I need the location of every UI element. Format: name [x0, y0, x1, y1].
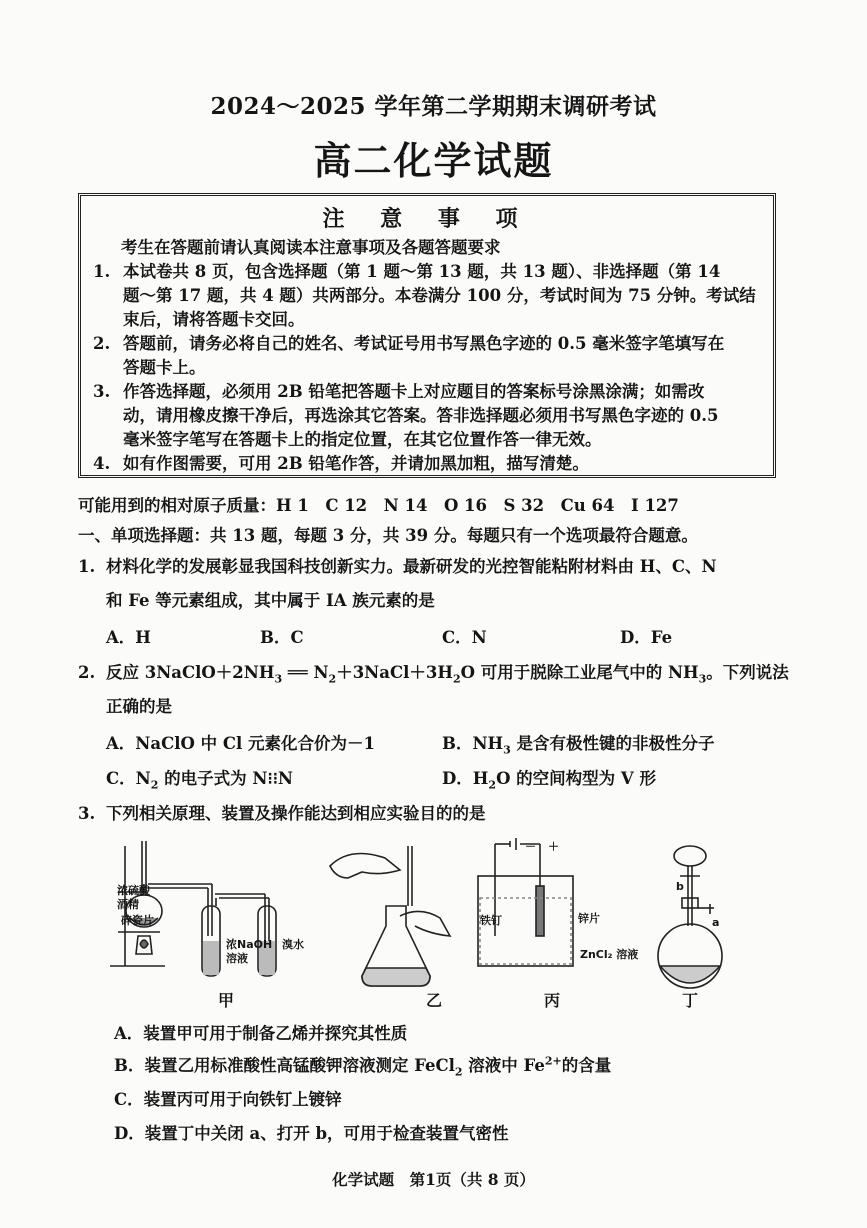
fig-label-bing: 丙	[544, 991, 561, 1010]
label-porcelain: 碎瓷片	[121, 914, 154, 927]
label-b: b	[676, 880, 684, 893]
label-bromine: 溴水	[282, 938, 304, 951]
q3-option-b: B．装置乙用标准酸性高锰酸钾溶液测定 FeCl$_2$ 溶液中 $Fe^{2+}$的含量	[114, 1054, 612, 1079]
q1-number: 1.	[78, 557, 96, 576]
notice-item-1-line3: 束后，请将答题卡交回。	[123, 310, 305, 329]
q2-option-c: C．$N_2$ 的电子式为 N⁝⁝N	[106, 769, 294, 792]
q2-option-b: B．$NH_3$ 是含有极性键的非极性分子	[442, 734, 715, 757]
q2-stem-line2: 正确的是	[106, 697, 172, 716]
notice-item-3: 3. 作答选择题，必须用 2B 铅笔把答题卡上对应题目的答案标号涂黑涂满；如需改 动，请用橡皮擦干净后，再选涂其它答案。答非选择题必须用书写黑色字迹的 0.5 毫米签字笔写在答题卡上的指定位置，在其它位置作答一律无效。	[93, 380, 773, 452]
label-a: a	[712, 916, 720, 929]
label-ethanol: 酒精	[117, 898, 139, 911]
notice-item-3-line1: 作答选择题，必须用 2B 铅笔把答题卡上对应题目的答案标号涂黑涂满；如需改	[123, 382, 705, 401]
atomic-masses: 可能用到的相对原子质量：H 1 C 12 N 14 O 16 S 32 Cu 64 I 127	[78, 496, 679, 515]
label-zinc: 锌片	[578, 912, 600, 925]
q1-stem-line2: 和 Fe 等元素组成，其中属于 IA 族元素的是	[106, 591, 435, 610]
notice-item-2-line2: 答题卡上。	[123, 358, 206, 377]
apparatus-bing	[478, 838, 573, 966]
notice-item-4: 4. 如有作图需要，可用 2B 铅笔作答，并请加黑加粗，描写清楚。	[93, 452, 773, 476]
notice-item-1-line2: 题～第 17 题，共 4 题）共两部分。本卷满分 100 分，考试时间为 75 分钟。考试结	[123, 286, 756, 305]
q1-option-a: A．H	[106, 628, 151, 647]
notice-title: 注 意 事 项	[322, 206, 532, 232]
exam-title: 2024～2025 学年第二学期期末调研考试	[210, 93, 657, 120]
section-heading: 一、单项选择题：共 13 题，每题 3 分，共 39 分。每题只有一个选项最符合题意。	[78, 526, 698, 545]
apparatus-figure	[100, 836, 750, 1016]
label-conc-h2so4: 浓硫酸	[117, 884, 150, 897]
notice-item-2-line1: 答题前，请务必将自己的姓名、考试证号用书写黑色字迹的 0.5 毫米签字笔填写在	[123, 334, 725, 353]
label-naoh-1: 浓NaOH	[226, 938, 273, 951]
notice-item-3-line2: 动，请用橡皮擦干净后，再选涂其它答案。答非选择题必须用书写黑色字迹的 0.5	[123, 406, 719, 425]
page-footer: 化学试题 第1页（共 8 页）	[332, 1170, 535, 1189]
q1-option-b: B．C	[260, 628, 304, 647]
subject-title: 高二化学试题	[313, 138, 554, 183]
q3-option-a: A．装置甲可用于制备乙烯并探究其性质	[114, 1024, 408, 1043]
q1-stem-line1: 材料化学的发展彰显我国科技创新实力。最新研发的光控智能粘附材料由 H、C、N	[106, 557, 717, 576]
notice-item-1: 1. 本试卷共 8 页，包含选择题（第 1 题～第 13 题，共 13 题）、非选择题（第 14 题～第 17 题，共 4 题）共两部分。本卷满分 100 分，考试时间为 75 分钟。考试结 束后，请将答题卡交回。	[93, 260, 773, 332]
notice-intro: 考生在答题前请认真阅读本注意事项及各题答题要求	[121, 238, 501, 257]
notice-item-3-line3: 毫米签字笔写在答题卡上的指定位置，在其它位置作答一律无效。	[123, 430, 602, 449]
q1-option-c: C．N	[442, 628, 487, 647]
label-iron-nail: 铁钉	[480, 914, 502, 927]
q2-stem-line1: 反应 $3NaClO+2NH_3$ ══ $N_2+3NaCl+3H_2O$ 可用于脱除工业尾气中的 $NH_3$。下列说法	[106, 663, 789, 686]
label-zncl2: ZnCl₂ 溶液	[580, 948, 639, 961]
fig-label-jia: 甲	[218, 991, 235, 1010]
apparatus-yi	[330, 846, 450, 986]
q3-stem: 下列相关原理、装置及操作能达到相应实验目的的是	[106, 804, 486, 823]
q1-option-d: D．Fe	[620, 628, 673, 647]
fig-label-ding: 丁	[682, 991, 699, 1010]
q2-option-a: A．NaClO 中 Cl 元素化合价为－1	[106, 734, 375, 753]
notice-item-2: 2. 答题前，请务必将自己的姓名、考试证号用书写黑色字迹的 0.5 毫米签字笔填写在 答题卡上。	[93, 332, 773, 380]
q3-number: 3.	[78, 804, 96, 823]
label-naoh-2: 溶液	[226, 952, 248, 965]
notice-item-4-line1: 如有作图需要，可用 2B 铅笔作答，并请加黑加粗，描写清楚。	[123, 454, 589, 473]
q3-option-c: C．装置丙可用于向铁钉上镀锌	[114, 1090, 342, 1109]
q2-number: 2.	[78, 663, 96, 682]
label-minus: －	[525, 840, 536, 853]
notice-item-1-line1: 本试卷共 8 页，包含选择题（第 1 题～第 13 题，共 13 题）、非选择题（第 14	[123, 262, 721, 281]
label-plus: ＋	[548, 840, 559, 853]
notice-box	[78, 193, 776, 478]
fig-label-yi: 乙	[426, 991, 443, 1010]
q2-option-d: D．$H_2O$ 的空间构型为 V 形	[442, 769, 656, 792]
q3-option-d: D．装置丁中关闭 a、打开 b，可用于检查装置气密性	[114, 1124, 509, 1143]
